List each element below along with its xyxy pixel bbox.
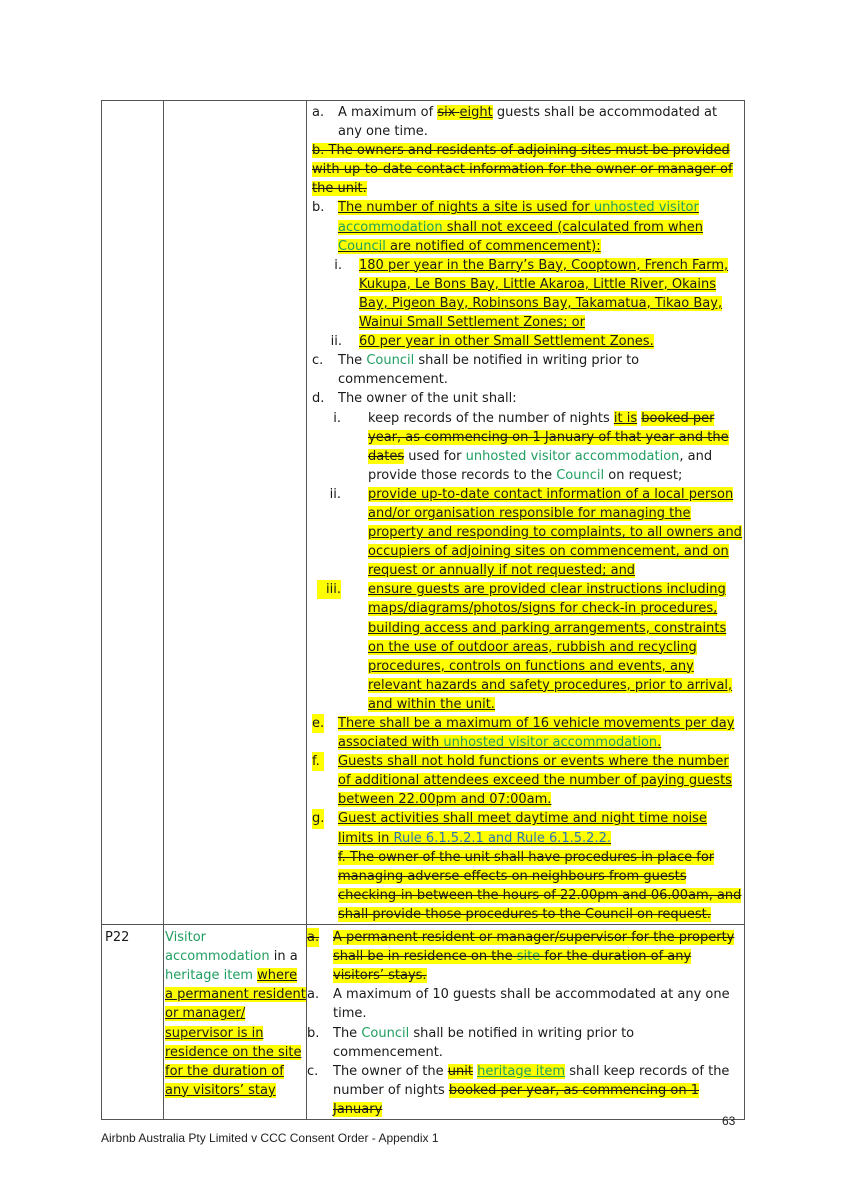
- standards-cell: [307, 925, 745, 1120]
- list-item: a. A maximum of 10 guests shall be accommodated at any one time.: [307, 987, 730, 1022]
- list-item: b. The Council shall be notified in writing prior to commencement.: [307, 1025, 635, 1060]
- list-item: e. There shall be a maximum of 16 vehicle movements per day associated with unhosted visitor accommodation.: [312, 716, 735, 751]
- rule-link[interactable]: Rule 6.1.5.2.1 and Rule 6.1.5.2.2.: [393, 830, 611, 846]
- list-item: g. Guest activities shall meet daytime and night time noise limits in Rule 6.1.5.2.1 and Rule 6.1.5.2.2.: [312, 811, 707, 846]
- list-item: f. Guests shall not hold functions or events where the number of additional attendees exceed the number of paying guests between 22.00pm and 07:00am.: [312, 754, 732, 808]
- rule-code-cell: [102, 101, 164, 925]
- rule-code-cell: P22: [102, 925, 164, 1120]
- deleted-clause: f. The owner of the unit shall have procedures in place for managing adverse effects on neighbours from guests checking-in between the hours of 22.00pm and 06.00am, and shall provide those procedures to the Council on request.: [338, 849, 742, 922]
- deleted-clause: b. The owners and residents of adjoining sites must be provided with up-to-date contact information for the owner or manager of the unit.: [312, 143, 733, 197]
- list-item: b. The number of nights a site is used for unhosted visitor accommodation shall not exceed (calculated from when Council are notified of commencement):: [312, 200, 704, 254]
- list-item: i. 180 per year in the Barry’s Bay, Cooptown, French Farm, Kukupa, Le Bons Bay, Little Akaroa, Little River, Okains Bay, Pigeon Bay, Robinsons Bay, Takamatua, Tikao Bay, Wainui Small Settlement Zones; or: [334, 257, 729, 331]
- standards-cell: [307, 101, 745, 925]
- table-row: [102, 925, 745, 1120]
- page-footer: Airbnb Australia Pty Limited v CCC Consent Order - Appendix 1: [101, 1131, 439, 1145]
- list-item: d. The owner of the unit shall:: [312, 391, 517, 407]
- list-item: i. keep records of the number of nights it is booked per year, as commencing on 1 January of that year and the dates used for unhosted visitor accommodation, and provide those records to the Council on request;: [333, 410, 729, 483]
- rules-table: [101, 100, 745, 1120]
- page-number: 63: [722, 1114, 736, 1128]
- list-item: iii. ensure guests are provided clear instructions including maps/diagrams/photos/signs for check-in procedures, building access and parking arrangements, constraints on the use of outdoor areas, rubbish and recycling procedures, controls on functions and events, any relevant hazards and safety procedures, prior to arrival, and within the unit.: [307, 580, 742, 714]
- activity-cell: [164, 101, 307, 925]
- table-row: [102, 101, 745, 925]
- list-item: ii. 60 per year in other Small Settlement Zones.: [330, 334, 654, 350]
- activity-cell: Visitor accommodation in a heritage item where a permanent resident or manager/ supervisor is in residence on the site for the duration of any visitors’ stay: [164, 925, 307, 1120]
- list-item: a. A maximum of six eight guests shall be accommodated at any one time.: [312, 105, 718, 140]
- list-item: c. The owner of the unit heritage item shall keep records of the number of nights booked per year, as commencing on 1 January: [307, 1063, 730, 1117]
- list-item: c. The Council shall be notified in writing prior to commencement.: [312, 353, 640, 388]
- list-item: ii. provide up-to-date contact information of a local person and/or organisation responsible for managing the property and responding to complaints, to all owners and occupiers of adjoining sites on commencement, and on request or annually if not requested; and: [329, 486, 742, 579]
- list-item: a. A permanent resident or manager/supervisor for the property shall be in residence on the site for the duration of any visitors’ stays.: [307, 930, 735, 984]
